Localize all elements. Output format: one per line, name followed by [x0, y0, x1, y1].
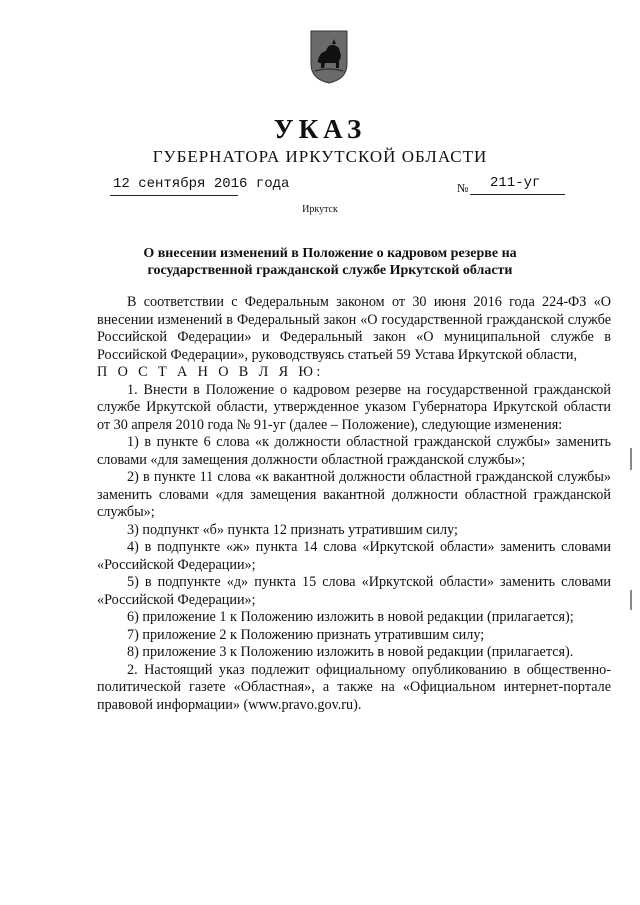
document-city: Иркутск: [302, 204, 338, 215]
list-item: 1. Внести в Положение о кадровом резерве на государственной гражданской службе Иркутской области, утвержденное указом Губернатора Иркутской области от 30 апреля 2010 года № 91-уг (далее – Положение), следующие изменения:: [97, 381, 611, 433]
document-body: [97, 294, 611, 714]
list-item: 2. Настоящий указ подлежит официальному опубликованию в общественно-политической газете «Областная», а также на «Официальном интернет-портале правовой информации» (www.pravo.gov.ru).: [97, 661, 611, 713]
list-item: 3) подпункт «б» пункта 12 признать утратившим силу;: [127, 521, 458, 538]
scan-edge-mark: [630, 590, 632, 610]
list-item: 1) в пункте 6 слова «к должности областной гражданской службы» заменить словами «для замещения должности областной гражданской службы»;: [97, 434, 611, 468]
document-subtitle: ГУБЕРНАТОРА ИРКУТСКОЙ ОБЛАСТИ: [152, 147, 488, 166]
date-underline: [110, 195, 238, 196]
scan-edge-mark: [630, 448, 632, 470]
list-item: 6) приложение 1 к Положению изложить в новой редакции (прилагается);: [127, 609, 574, 625]
document-heading: О внесении изменений в Положение о кадровом резерве на государственной гражданской службе Иркутской области: [143, 246, 517, 278]
list-item: 7) приложение 2 к Положению признать утратившим силу;: [127, 626, 485, 643]
document-title: УКАЗ: [273, 114, 367, 144]
list-item: 2) в пункте 11 слова «к вакантной должности областной гражданской службы» заменить словами «для замещения вакантной должности областной гражданской службы»;: [97, 469, 611, 520]
number-label: №: [457, 181, 469, 195]
number-underline: [470, 194, 565, 195]
list-item: 5) в подпункте «д» пункта 15 слова «Иркутской области» заменить словами «Российской Федерации»;: [97, 574, 611, 608]
preamble-paragraph: В соответствии с Федеральным законом от 30 июня 2016 года 224-ФЗ «О внесении изменений в Федеральный закон «О государственной гражданской службе Российской Федерации» и Федеральный закон «О муниципальной службе в Российской Федерации», руководствуясь статьей 59 Устава Иркутской области,: [97, 294, 611, 363]
document-number: 211-уг: [490, 175, 541, 191]
list-item: 8) приложение 3 к Положению изложить в новой редакции (прилагается).: [127, 644, 574, 660]
document-date: 12 сентября 2016 года: [113, 176, 290, 192]
list-item: 4) в подпункте «ж» пункта 14 слова «Иркутской области» заменить словами «Российской Федерации»;: [97, 539, 611, 573]
irkutsk-emblem-icon: [310, 30, 348, 84]
decree-keyword: П О С Т А Н О В Л Я Ю:: [97, 364, 324, 380]
